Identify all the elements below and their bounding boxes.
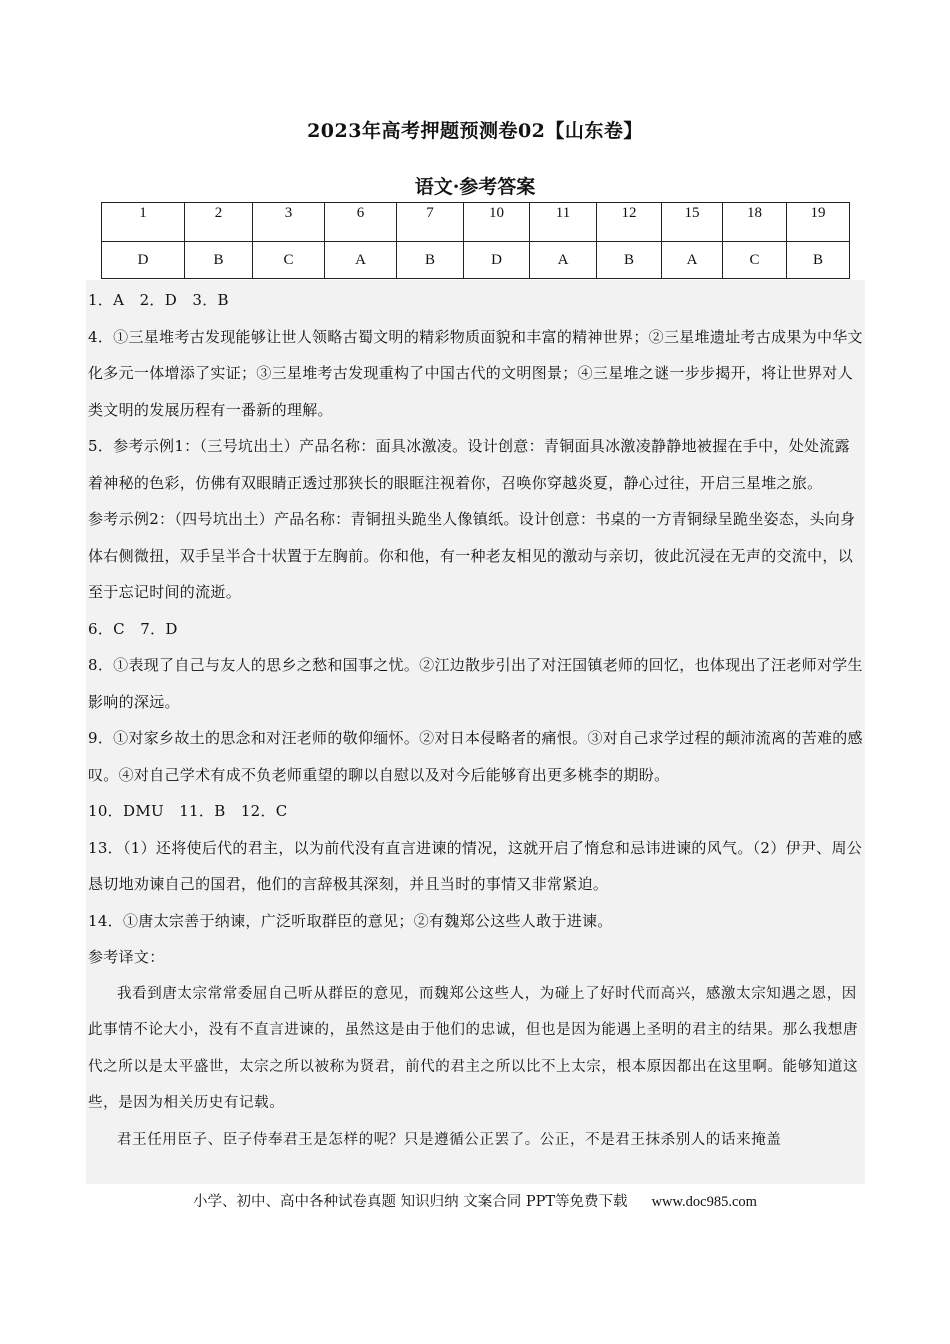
answer-cell: B — [597, 242, 662, 279]
question-number-cell: 6 — [325, 203, 397, 242]
answer-row — [102, 242, 850, 279]
translation-paragraph: 君王任用臣子、臣子侍奉君王是怎样的呢？只是遵循公正罢了。公正，不是君王抹杀别人的话来掩盖 — [117, 1131, 782, 1148]
answer-paragraph: 5．参考示例1：（三号坑出土）产品名称：面具冰激凌。设计创意：青铜面具冰激凌静静地被握在手中，处处流露着神秘的色彩，仿佛有双眼睛正透过那狭长的眼眶注视着你，召唤你穿越炎夏，静心过往，开启三星堆之旅。 — [88, 437, 850, 492]
answer-cell: C — [723, 242, 787, 279]
answer-paragraph: 13．（1）还将使后代的君主，以为前代没有直言进谏的情况，这就开启了惰怠和忌讳进谏的风气。（2）伊尹、周公恳切地劝谏自己的国君，他们的言辞极其深刻，并且当时的事情又非常紧迫。 — [88, 838, 863, 893]
question-number-cell: 15 — [662, 203, 723, 242]
question-number-cell: 2 — [185, 203, 253, 242]
answer-cell: B — [397, 242, 464, 279]
answer-paragraph: 9．①对家乡故土的思念和对汪老师的敬仰缅怀。②对日本侵略者的痛恨。③对自己求学过程的颠沛流离的苦难的感叹。④对自己学术有成不负老师重望的聊以自慰以及对今后能够育出更多桃李的期盼。 — [88, 729, 863, 784]
answer-paragraph: 10．DMU 11．B 12．C — [88, 802, 288, 820]
answer-cell: B — [185, 242, 253, 279]
question-number-cell: 10 — [464, 203, 530, 242]
page-title: 2023年高考押题预测卷02【山东卷】 — [307, 120, 643, 142]
question-number-cell: 1 — [102, 203, 185, 242]
answer-paragraph: 14．①唐太宗善于纳谏，广泛听取群臣的意见；②有魏郑公这些人敢于进谏。 — [88, 911, 613, 930]
translation-heading: 参考译文： — [88, 948, 165, 966]
question-number-cell: 7 — [397, 203, 464, 242]
answer-cell: A — [530, 242, 597, 279]
answer-cell: C — [253, 242, 325, 279]
question-number-cell: 3 — [253, 203, 325, 242]
answer-paragraph: 4．①三星堆考古发现能够让世人领略古蜀文明的精彩物质面貌和丰富的精神世界；②三星堆遗址考古成果为中华文化多元一体增添了实证；③三星堆考古发现重构了中国古代的文明图景；④三星堆之谜一步步揭开，将让世界对人类文明的发展历程有一番新的理解。 — [88, 327, 863, 419]
page-subtitle: 语文·参考答案 — [414, 176, 536, 198]
answer-paragraph: 1．A 2．D 3．B — [88, 291, 229, 309]
footer-text: 小学、初中、高中各种试卷真题 知识归纳 文案合同 PPT等免费下载 — [193, 1194, 628, 1210]
answer-cell: A — [662, 242, 723, 279]
page-footer — [0, 1190, 950, 1211]
question-number-cell: 11 — [530, 203, 597, 242]
answer-cell: D — [102, 242, 185, 279]
translation-paragraph: 我看到唐太宗常常委屈自己听从群臣的意见，而魏郑公这些人，为碰上了好时代而高兴，感激太宗知遇之恩，因此事情不论大小，没有不直言进谏的，虽然这是由于他们的忠诚，但也是因为能遇上圣明的君主的结果。那么我想唐代之所以是太平盛世，太宗之所以被称为贤君，前代的君主之所以比不上太宗，根本原因都出在这里啊。能够知道这些，是因为相关历史有记载。 — [88, 985, 859, 1111]
answer-content — [86, 280, 865, 1184]
answer-paragraph: 参考示例2：（四号坑出土）产品名称：青铜扭头跪坐人像镇纸。设计创意：书桌的一方青铜绿呈跪坐姿态，头向身体右侧微扭，双手呈半合十状置于左胸前。你和他，有一种老友相见的激动与亲切，彼此沉浸在无声的交流中，以至于忘记时间的流逝。 — [88, 510, 856, 601]
answer-cell: B — [787, 242, 850, 279]
question-number-cell: 12 — [597, 203, 662, 242]
answer-cell: A — [325, 242, 397, 279]
answer-cell: D — [464, 242, 530, 279]
question-number-cell: 18 — [723, 203, 787, 242]
answer-table — [101, 202, 850, 279]
footer-url: www.doc985.com — [651, 1194, 757, 1210]
question-number-cell: 19 — [787, 203, 850, 242]
answer-paragraph: 6．C 7．D — [88, 619, 178, 638]
answer-paragraph: 8．①表现了自己与友人的思乡之愁和国事之忧。②江边散步引出了对汪国镇老师的回忆，也体现出了汪老师对学生影响的深远。 — [88, 656, 863, 711]
question-number-row — [102, 203, 850, 242]
